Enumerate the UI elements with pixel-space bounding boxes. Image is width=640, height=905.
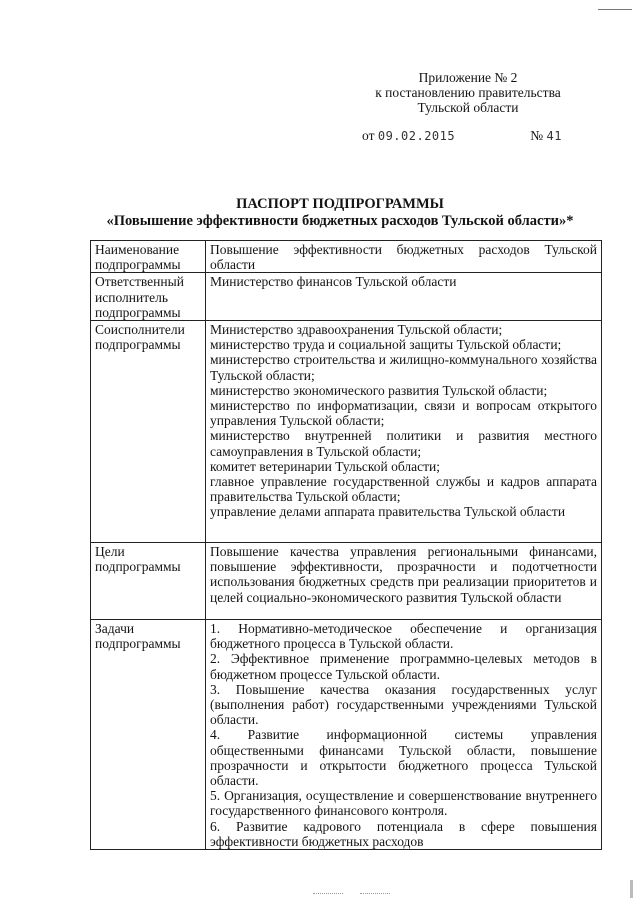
row-label: Соисполнители подпрограммы xyxy=(91,321,206,543)
number-sign: № xyxy=(530,128,544,143)
table-row-tasks xyxy=(91,620,602,850)
date-value: 09.02.2015 xyxy=(377,129,456,143)
appendix-line-3: Тульской области xyxy=(417,100,519,115)
appendix-line-2: к постановлению правительства xyxy=(375,85,561,100)
title-sub: «Повышение эффективности бюджетных расходов Тульской области»* xyxy=(106,213,574,229)
row-item: 6. Развитие кадрового потенциала в сфере повышения эффективности бюджетных расходов xyxy=(210,818,597,849)
number-block xyxy=(530,128,562,144)
document-number: 41 xyxy=(546,129,562,143)
corner-mark xyxy=(598,9,632,10)
row-item: Министерство финансов Тульской области xyxy=(210,274,457,290)
table-row-name xyxy=(91,241,602,273)
date-prefix: от xyxy=(362,128,375,143)
table-row-responsible xyxy=(91,273,602,321)
row-label: Цели подпрограммы xyxy=(91,543,206,620)
row-content xyxy=(206,543,602,620)
row-label: Задачи подпрограммы xyxy=(91,620,206,850)
row-item: управление делами аппарата правительства Тульской области xyxy=(210,504,566,520)
row-item: 2. Эффективное применение программно-целевых методов в бюджетном процессе Тульской области. xyxy=(210,651,597,682)
row-item: 3. Повышение качества оказания государственных услуг (выполнения работ) государственными учреждениями Тульской области. xyxy=(210,681,597,728)
row-label: Наименование подпрограммы xyxy=(91,241,206,273)
row-content xyxy=(206,273,602,321)
title-main: ПАСПОРТ ПОДПРОГРАММЫ xyxy=(236,196,444,212)
row-content xyxy=(206,321,602,543)
row-item: Повышение эффективности бюджетных расходов Тульской области xyxy=(210,242,597,273)
appendix-line-1: Приложение № 2 xyxy=(418,70,518,85)
row-content xyxy=(206,620,602,850)
row-item: министерство экономического развития Тульской области; xyxy=(210,382,548,398)
row-item: министерство строительства и жилищно-коммунального хозяйства Тульской области; xyxy=(210,352,597,383)
row-content xyxy=(206,241,602,273)
row-item: Повышение качества управления региональными финансами, повышение эффективности, прозрачности и подотчетности использования бюджетных средств при реализации приоритетов и целей социально-экономического развития Тульской области xyxy=(210,544,597,605)
row-item: Министерство здравоохранения Тульской области; xyxy=(210,322,503,338)
row-item: министерство по информатизации, связи и вопросам открытого управления Тульской области; xyxy=(210,398,597,429)
row-item: министерство труда и социальной защиты Тульской области; xyxy=(210,337,562,353)
footer-mark xyxy=(360,893,390,894)
passport-table xyxy=(90,240,602,850)
row-item: главное управление государственной службы и кадров аппарата правительства Тульской области; xyxy=(210,474,597,505)
row-item: 1. Нормативно-методическое обеспечение и организация бюджетного процесса в Тульской области. xyxy=(210,621,597,652)
footer-mark xyxy=(313,893,343,894)
date-block xyxy=(362,128,455,144)
document-date-number xyxy=(362,128,562,144)
document-title xyxy=(80,196,600,230)
table-row-goals xyxy=(91,543,602,620)
row-label: Ответственный исполнитель подпрограммы xyxy=(91,273,206,321)
row-item: комитет ветеринарии Тульской области; xyxy=(210,458,440,474)
row-item: 5. Организация, осуществление и совершенствование внутреннего государственного финансового контроля. xyxy=(210,788,597,819)
row-item: 4. Развитие информационной системы управления общественными финансами Тульской области, повышение прозрачности и открытости бюджетного процесса Тульской области. xyxy=(210,727,597,789)
row-item: министерство внутренней политики и развития местного самоуправления в Тульской области; xyxy=(210,428,597,459)
scan-edge-mark xyxy=(630,880,633,898)
appendix-header xyxy=(358,70,578,115)
table-row-coexecutors xyxy=(91,321,602,543)
